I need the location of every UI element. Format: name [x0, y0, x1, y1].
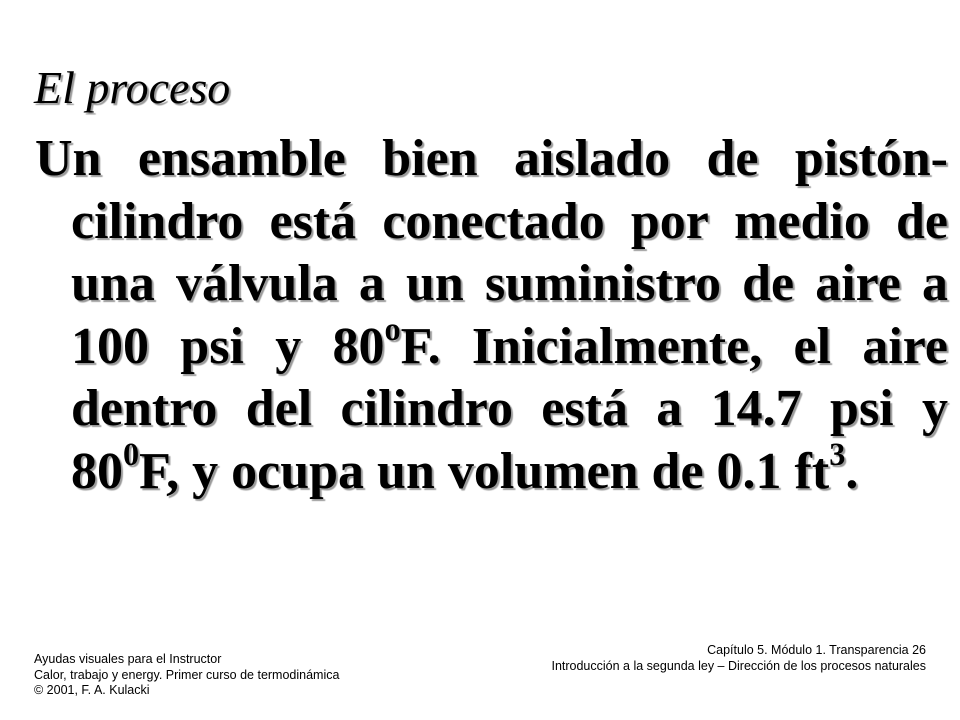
- footer-left-line-1: Ayudas visuales para el Instructor: [34, 652, 222, 666]
- degree-superscript: o: [384, 310, 401, 347]
- body-text-part-2: F. Inicialmente, el aire dentro del cilindro está a 14.7 psi y 80: [71, 317, 948, 500]
- footer-left-line-2: Calor, trabajo y energy. Primer curso de termodinámica: [34, 667, 340, 682]
- footer-left-line-3: © 2001, F. A. Kulacki: [34, 683, 150, 697]
- footer-right: [551, 643, 926, 674]
- body-text-part-3: F, y ocupa un volumen de 0.1 ft: [139, 442, 830, 500]
- body-text-part-4: .: [845, 442, 859, 500]
- body-paragraph: [35, 128, 948, 503]
- slide-title: El proceso: [34, 62, 231, 113]
- body-text-part-1: Un ensamble bien aislado de pistón-cilindro está conectado por medio de una válvula a un suministro de aire a 100 psi y 80: [35, 130, 948, 375]
- degree-superscript-2: 0: [123, 435, 140, 472]
- footer-left: [34, 652, 339, 699]
- footer-right-line-1: Capítulo 5. Módulo 1. Transparencia 26: [707, 643, 926, 657]
- cubic-superscript: 3: [829, 435, 846, 472]
- footer-right-line-2: Introducción a la segunda ley – Dirección de los procesos naturales: [551, 658, 926, 673]
